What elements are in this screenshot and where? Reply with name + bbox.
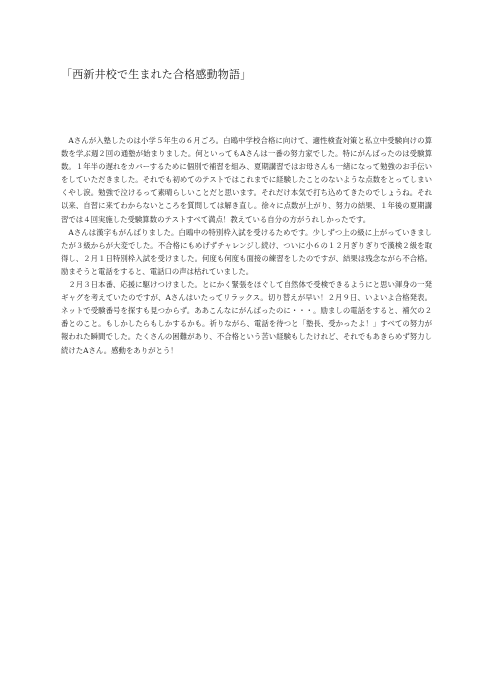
paragraph: Aさんは漢字もがんばりました。白鴎中の特別枠入試を受けるためです。少しずつ上の級に上がっていきましたが３級からが大変でした。不合格にもめげずチャレンジし続け、ついに小６の１２月ぎりぎりで漢検２級を取得し、２月１日特別枠入試を受けました。何度も何度も面接の練習をしたのですが、結果は残念ながら不合格。励まそうと電話をすると、電話口の声は枯れていました。 bbox=[61, 227, 432, 276]
document-body bbox=[61, 134, 432, 357]
paragraph: Aさんが入塾したのは小学５年生の６月ごろ。白鴎中学校合格に向けて、適性検査対策と私立中受験向けの算数を学ぶ週２回の通塾が始まりました。何といってもAさんは一番の努力家でした。特にがんばったのは受験算数。１年半の遅れをカバーするために個別で補習を組み、夏期講習ではお母さんも一緒になって勉強のお手伝いをしていただきました。それでも初めてのテストではこれまでに経験したことのないような点数をとってしまいくやし涙。勉強で泣けるって素晴らしいことだと思います。それだけ本気で打ち込めてきたのでしょうね。それ以来、自習に来てわからないところを質問しては解き直し。徐々に点数が上がり、努力の結果、１年後の夏期講習では４回実施した受験算数のテストすべて満点！教えている自分の方がうれしかったです。 bbox=[61, 136, 432, 224]
paragraph: ２月３日本番、応援に駆けつけました。とにかく緊張をほぐして自然体で受検できるようにと思い渾身の一発ギャグを考えていたのですが、Aさんはいたってリラックス。切り替えが早い！２月９日、いよいよ合格発表。ネットで受験番号を探すも見つからず。ああこんなにがんばったのに・・・。励ましの電話をすると、補欠の２番とのこと。もしかしたらもしかするかも。祈りながら、電話を待つと「塾長、受かったよ！」すべての努力が報われた瞬間でした。たくさんの困難があり、不合格という苦い経験もしたけれど、それでもあきらめず努力し続けたAさん。感動をありがとう！ bbox=[61, 280, 432, 355]
document-title: 「西新井校で生まれた合格感動物語」 bbox=[61, 68, 252, 81]
